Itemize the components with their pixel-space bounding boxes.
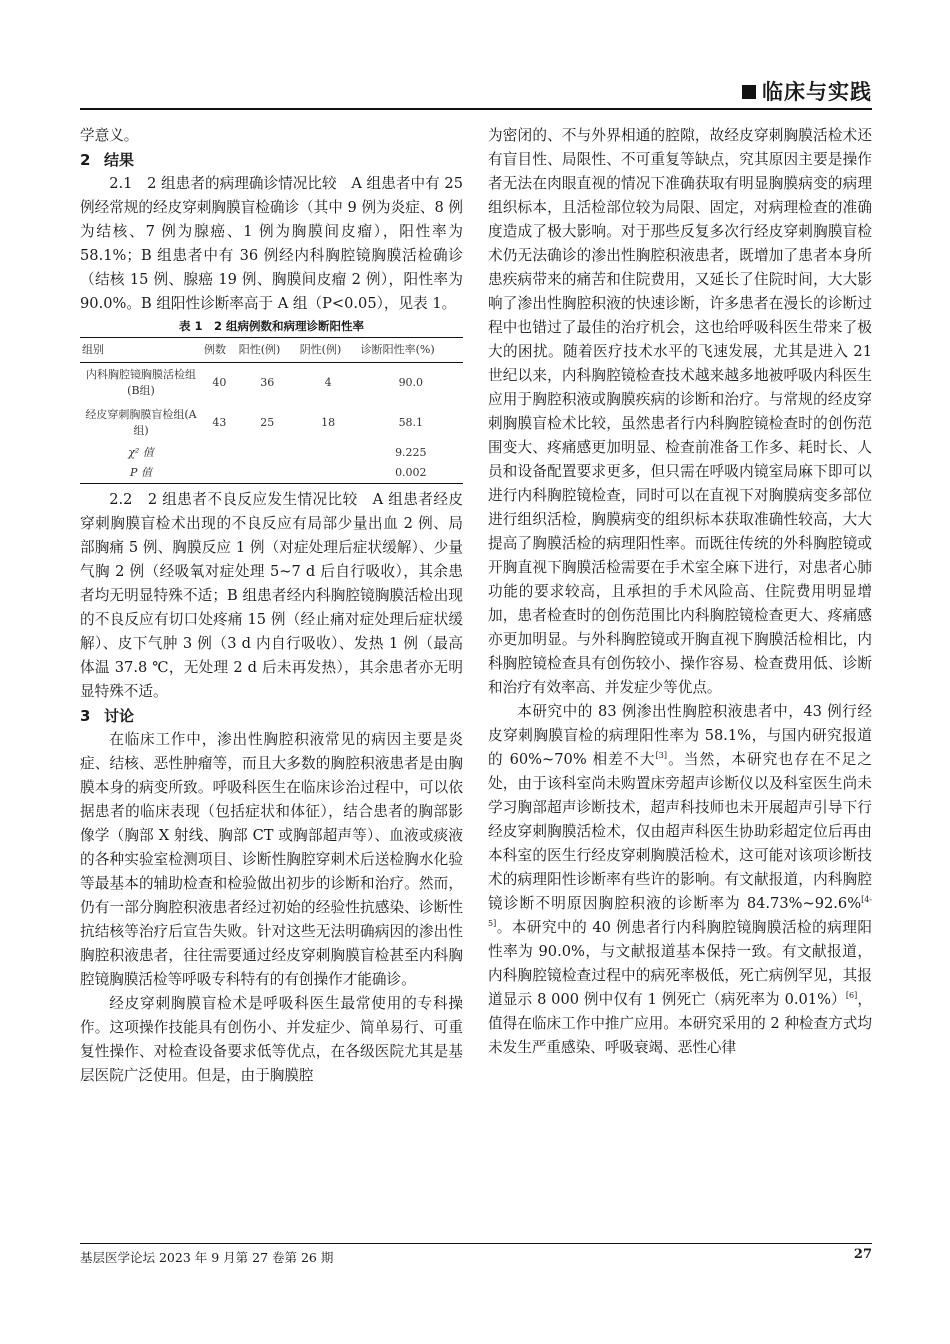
section-heading-discussion: 3 讨论: [80, 707, 135, 725]
header-rule: [80, 108, 872, 110]
table-row-p: [80, 463, 463, 484]
page-number: 27: [853, 1247, 872, 1262]
table-header-row: [80, 338, 463, 363]
table-header: 诊断阳性率(%): [359, 338, 463, 363]
table-title: 表 1 2 组病例数和病理诊断阳性率: [178, 319, 364, 333]
table-cell: 36: [260, 376, 275, 389]
table-cell: 0.002: [359, 463, 463, 484]
section-tag: [742, 76, 872, 106]
table-header: 组别: [80, 338, 202, 363]
table-cell: 40: [212, 376, 227, 389]
table-cell: 18: [321, 416, 336, 429]
paragraph: 经皮穿刺胸膜盲检术是呼吸科医生最常使用的专科操作。这项操作技能具有创伤小、并发症少、简单易行、可重复性操作、对检查设备要求低等优点，在各级医院尤其是基层医院广泛使用。但是，由于胸膜腔: [80, 995, 463, 1084]
table-row: [80, 403, 463, 443]
table-cell: 内科胸腔镜胸膜活检组(B组): [86, 368, 196, 397]
table-cell: 25: [260, 416, 275, 429]
table-row-chi: [80, 443, 463, 463]
table-cell: 58.1: [398, 416, 424, 429]
citation: [4-5]: [488, 895, 872, 929]
table-cell: 90.0: [398, 376, 424, 389]
paragraph: 为密闭的、不与外界相通的腔隙，故经皮穿刺胸膜活检术还有盲目性、局限性、不可重复等缺点，究其原因主要是操作者无法在肉眼直视的情况下准确获取有明显胸膜病变的病理组织标本，且活检部位较为局限、固定，对病理检查的准确度造成了极大影响。对于那些反复多次行经皮穿刺胸膜盲检术仍无法确诊的渗出性胸腔积液患者，既增加了患者本身所患疾病带来的痛苦和住院费用，又延长了住院时间，大大影响了渗出性胸腔积液的快速诊断，许多患者在漫长的诊断过程中也错过了最佳的治疗机会，这也给呼吸科医生带来了极大的困扰。随着医疗技术水平的飞速发展，尤其是进入 21 世纪以来，内科胸腔镜检查技术越来越多地被呼吸内科医生应用于胸腔积液或胸膜疾病的诊断和治疗。与常规的经皮穿刺胸膜盲检术比较，虽然患者行内科胸腔镜检查时的创伤范围变大、疼痛感更加明显、检查前准备工作多、耗时长、人员和设备配置要求更多，但只需在呼吸内镜室局麻下即可以进行内科胸腔镜检查，同时可以在直视下对胸膜病变多部位进行组织活检，胸膜病变的组织标本获取准确性较高，大大提高了胸膜活检的病理阳性率。而既往传统的外科胸腔镜或开胸直视下胸膜活检需要在手术室全麻下进行，对患者心肺功能的要求较高，且承担的手术风险高、住院费用明显增加，患者检查时的创伤范围比内科胸腔镜检查更大、疼痛感亦更加明显。与外科胸腔镜或开胸直视下胸膜活检相比，内科胸腔镜检查具有创伤较小、操作容易、检查费用低、诊断和治疗有效率高、并发症少等优点。: [488, 127, 872, 696]
table-row: [80, 363, 463, 404]
citation: [3]: [655, 751, 667, 761]
paragraph: 在临床工作中，渗出性胸腔积液常见的病因主要是炎症、结核、恶性肿瘤等，而且大多数的胸腔积液患者是由胸膜本身的病变所致。呼吸科医生在临床诊治过程中，可以依据患者的临床表现（包括症状和体征），结合患者的胸部影像学（胸部 X 射线、胸部 CT 或胸部超声等）、血液或痰液的各种实验室检测项目、诊断性胸腔穿刺术后送检胸水化验等最基本的辅助检查和检验做出初步的诊断和治疗。然而，仍有一部分胸腔积液患者经过初始的经验性抗感染、诊断性抗结核等治疗后宣告失败。针对这些无法明确病因的渗出性胸腔积液患者，往往需要通过经皮穿刺胸膜盲检甚至内科胸腔镜胸膜活检等呼吸专科特有的有创操作才能确诊。: [80, 731, 463, 988]
table-1: [80, 337, 463, 484]
paragraph-2-2: 2.2 2 组患者不良反应发生情况比较 A 组患者经皮穿刺胸膜盲检术出现的不良反应有局部少量出血 2 例、局部胸痛 5 例、胸膜反应 1 例（对症处理后症状缓解）、少量气胸 2 例（经吸氧对症处理 5~7 d 后自行吸收），其余患者均无明显特殊不适；B 组患者经内科胸腔镜胸膜活检出现的不良反应有切口处疼痛 15 例（经止痛对症处理后症状缓解）、皮下气肿 3 例（3 d 内自行吸收）、发热 1 例（最高体温 37.8 ℃，无处理 2 d 后未再发热），其余患者亦无明显特殊不适。: [80, 491, 463, 700]
paragraph: 本研究中的 83 例渗出性胸腔积液患者中，43 例行经皮穿刺胸膜盲检的病理阳性率为 58.1%，与国内研究报道的 60%~70% 相差不大[3]。当然，本研究也存在不足之处，由于该科室尚未购置床旁超声诊断仪以及科室医生尚未学习胸部超声诊断技术，超声科技师也未开展超声引导下行经皮穿刺胸膜活检术，仅由超声科医生协助彩超定位后再由本科室的医生行经皮穿刺胸膜活检术，这可能对该项诊断技术的病理阳性诊断率有些许的影响。有文献报道，内科胸腔镜诊断不明原因胸腔积液的诊断率为 84.73%~92.6%[4-5]。本研究中的 40 例患者行内科胸腔镜胸膜活检的病理阳性率为 90.0%，与文献报道基本保持一致。有文献报道，内科胸腔镜检查过程中的病死率极低，死亡病例罕见，其报道显示 8 000 例中仅有 1 例死亡（病死率为 0.01%）[6]，值得在临床工作中推广应用。本研究采用的 2 种检查方式均未发生严重感染、呼吸衰竭、恶性心律: [488, 703, 872, 1056]
table-header: 阳性(例): [237, 338, 298, 363]
citation: [6]: [845, 991, 858, 1001]
table-header: 例数: [202, 338, 237, 363]
table-cell: 经皮穿刺胸膜盲检组(A 组): [85, 408, 197, 437]
table-cell: P 值: [80, 463, 202, 484]
section-title: 临床与实践: [762, 80, 872, 104]
paragraph-2-1: 2.1 2 组患者的病理确诊情况比较 A 组患者中有 25 例经常规的经皮穿刺胸膜盲检确诊（其中 9 例为炎症、8 例为结核、7 例为腺癌、1 例为胸膜间皮瘤），阳性率为 58.1%；B 组患者中有 36 例经内科胸腔镜胸膜活检确诊（结核 15 例、腺癌 19 例、胸膜间皮瘤 2 例），阳性率为 90.0%。B 组阳性诊断率高于 A 组（P<0.05），见表 1。: [80, 175, 463, 312]
table-cell: 9.225: [395, 446, 427, 459]
journal-info: 基层医学论坛 2023 年 9 月第 27 卷第 26 期: [80, 1250, 334, 1265]
table-cell: χ² 值: [128, 446, 154, 459]
paragraph: 学意义。: [80, 127, 139, 144]
table-header: 阴性(例): [298, 338, 359, 363]
left-column: [80, 124, 463, 1088]
right-column: [488, 124, 872, 1060]
footer-rule: [80, 1243, 872, 1244]
table-cell: 4: [324, 376, 332, 389]
section-heading-results: 2 结果: [80, 151, 135, 169]
table-cell: 43: [212, 416, 227, 429]
square-bullet-icon: [742, 85, 756, 99]
